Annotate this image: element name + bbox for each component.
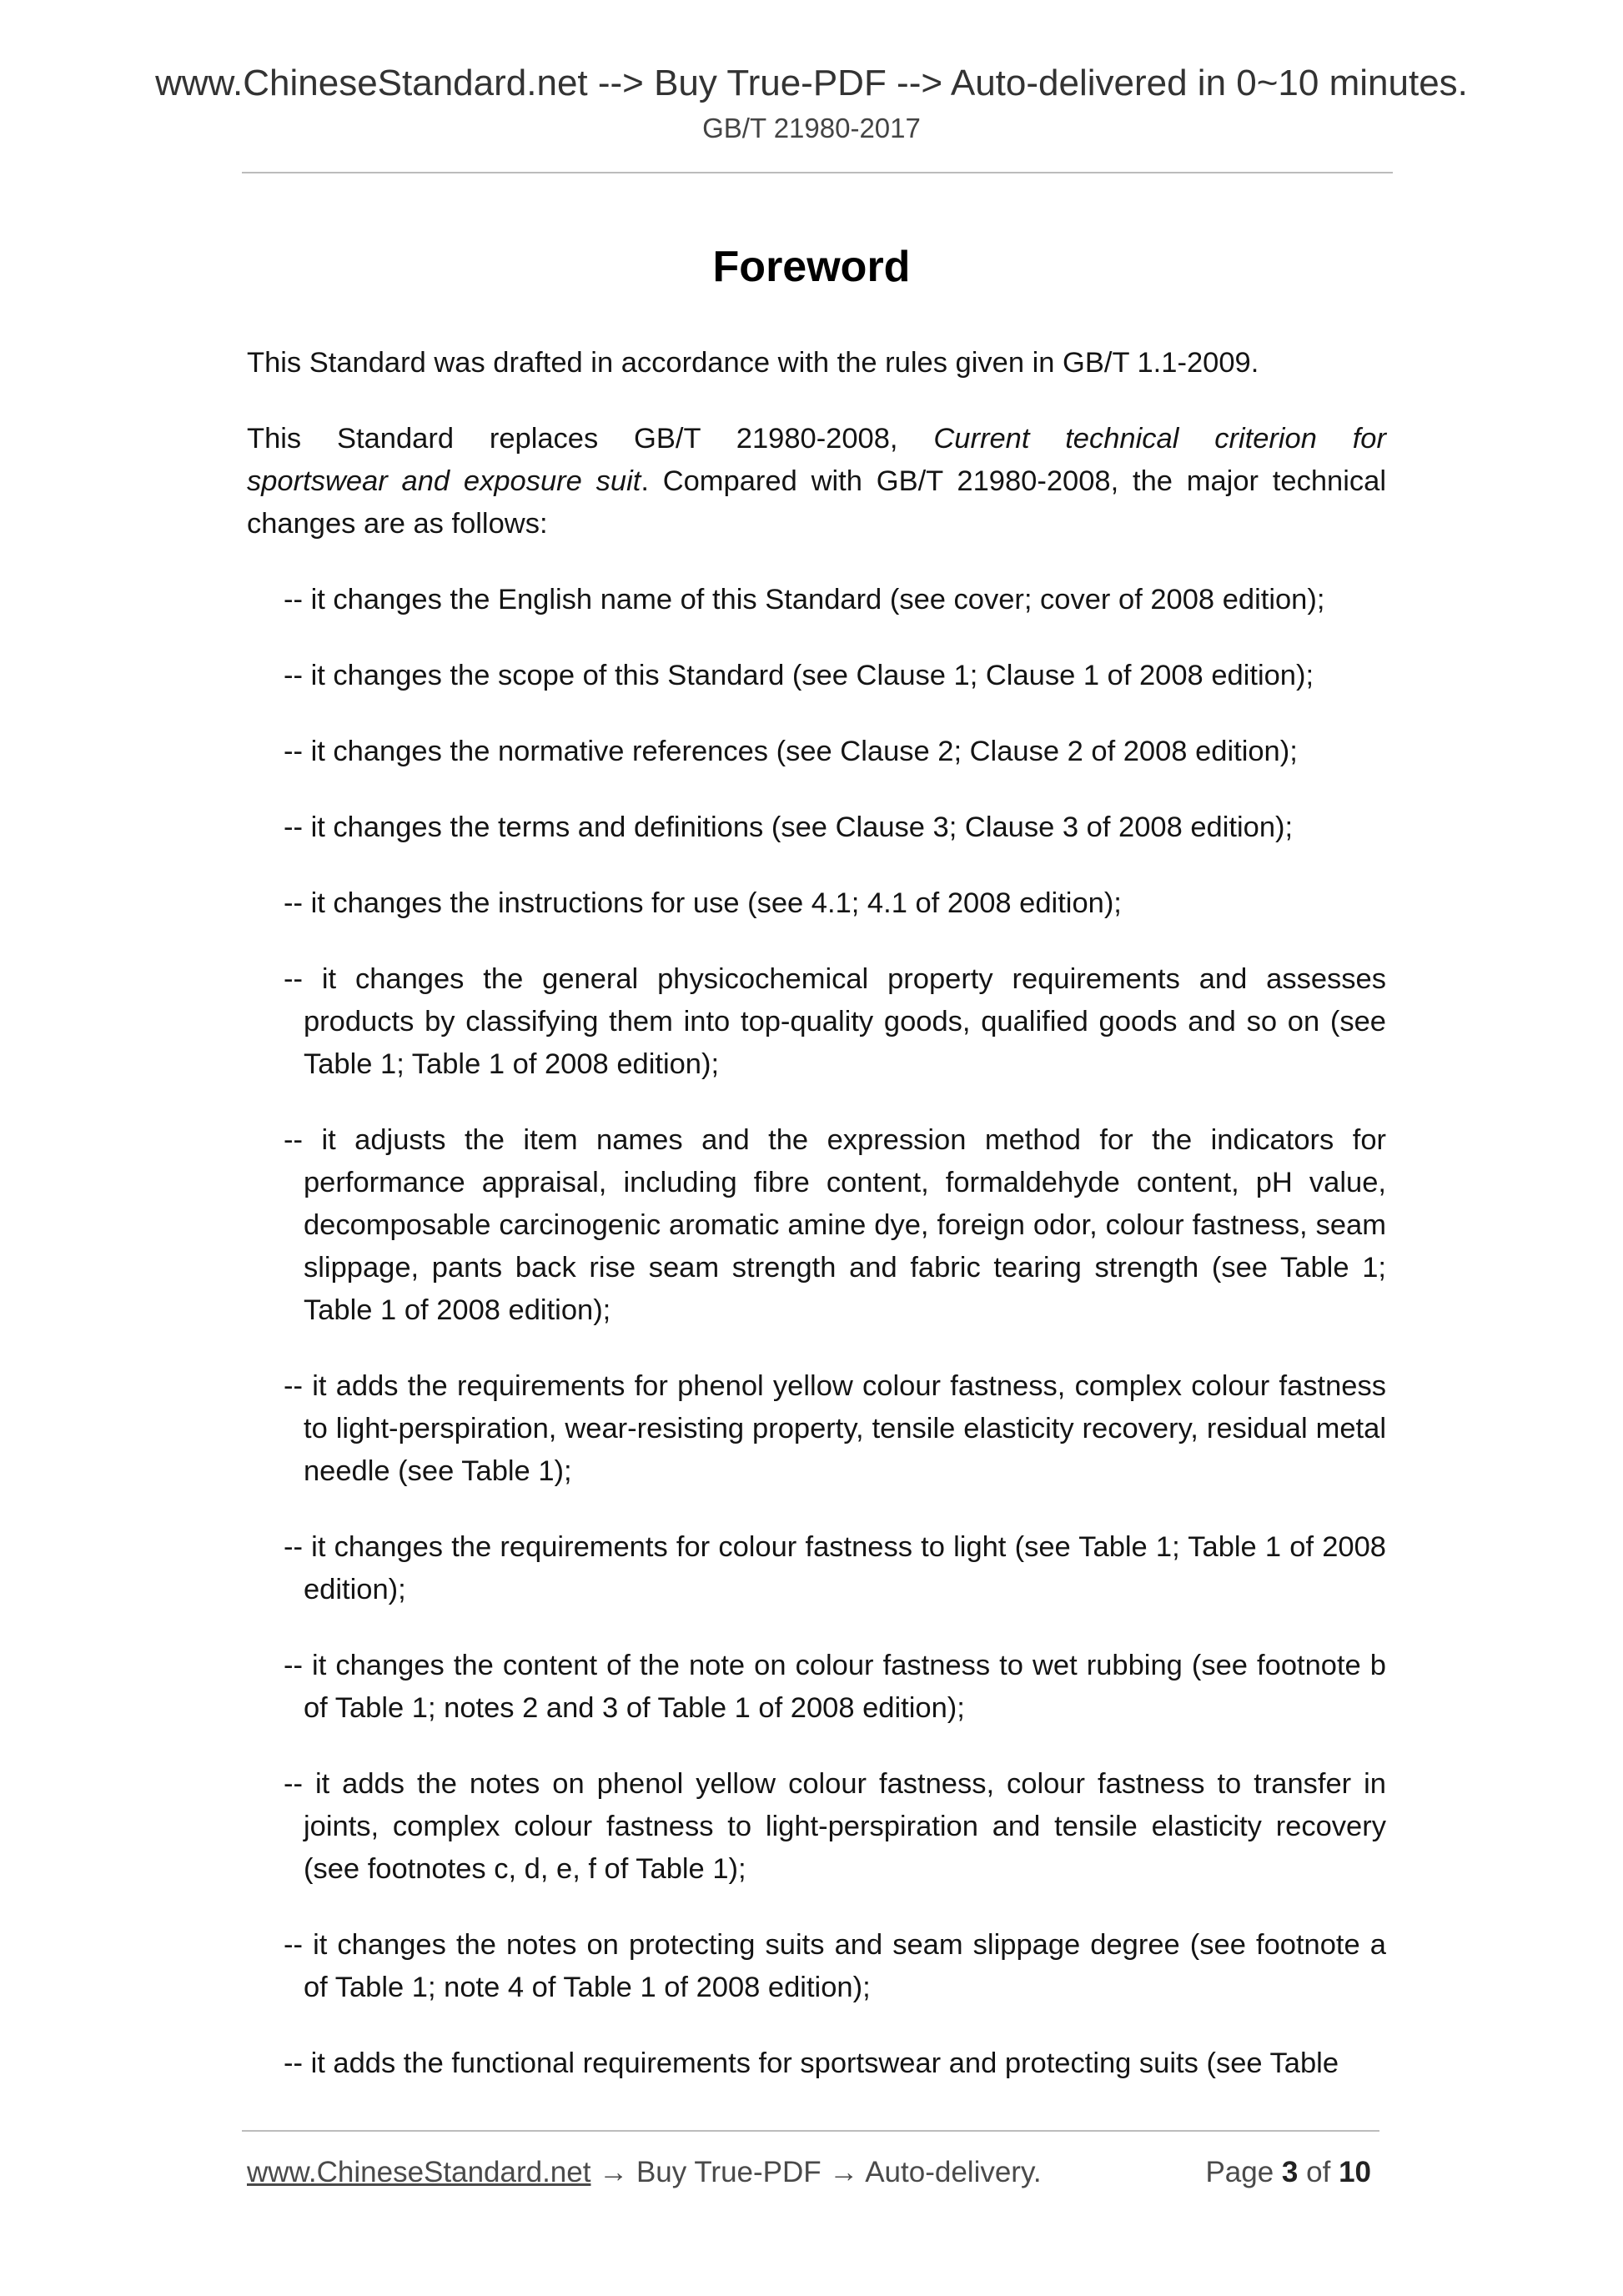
intro-paragraph-1: This Standard was drafted in accordance with the rules given in GB/T 1.1-2009. [247,347,1259,379]
document-body [247,342,1386,2118]
page-header [0,60,1623,147]
list-item: -- it changes the English name of this Standard (see cover; cover of 2008 edition); [284,584,1325,615]
list-item: -- it adjusts the item names and the expression method for the indicators for performance appraisal, including fibre content, formaldehyde content, pH value, decomposable carcinogenic aromatic amine dye, foreign odor, colour fastness, seam slippage, pants back rise seam strength and fabric tearing strength (see Table 1; Table 1 of 2008 edition); [284,1124,1386,1326]
list-item: -- it changes the general physicochemical property requirements and assesses products by classifying them into top-quality goods, qualified goods and so on (see Table 1; Table 1 of 2008 edition); [284,963,1386,1080]
intro-line-1: This Standard replaces GB/T 21980-2008, Current technical criterion for [247,423,1386,455]
list-item: -- it changes the normative references (see Clause 2; Clause 2 of 2008 edition); [284,736,1298,767]
arrow-right-icon: → [829,2156,859,2188]
footer-site-link[interactable]: www.ChineseStandard.net [247,2156,591,2188]
header-divider [242,172,1393,173]
list-item: -- it changes the content of the note on colour fastness to wet rubbing (see footnote b of Table 1; notes 2 and 3 of Table 1 of 2008 edition); [284,1650,1386,1724]
footer-divider [242,2130,1379,2132]
list-item: -- it adds the requirements for phenol yellow colour fastness, complex colour fastness to light-perspiration, wear-resisting property, tensile elasticity recovery, residual metal needle (see Table 1); [284,1370,1386,1487]
page-footer [247,2148,1371,2198]
list-item: -- it changes the instructions for use (see 4.1; 4.1 of 2008 edition); [284,887,1122,919]
footer-promo: www.ChineseStandard.net → Buy True-PDF → Auto-delivery. [247,2156,1042,2188]
page-number: Page 3 of 10 [1205,2156,1371,2188]
list-item: -- it changes the scope of this Standard (see Clause 1; Clause 1 of 2008 edition); [284,660,1314,691]
list-item: -- it changes the terms and definitions (see Clause 3; Clause 3 of 2008 edition); [284,811,1294,843]
list-item: -- it adds the notes on phenol yellow colour fastness, colour fastness to transfer in joints, complex colour fastness to light-perspiration and tensile elasticity recovery (see footnotes c, d, e, f of Table 1); [284,1768,1386,1885]
replaced-standard-title: sportswear and exposure suit [247,465,641,497]
list-item: -- it changes the requirements for colour fastness to light (see Table 1; Table 1 of 2008 edition); [284,1531,1386,1605]
list-item: -- it changes the notes on protecting suits and seam slippage degree (see footnote a of Table 1; note 4 of Table 1 of 2008 edition); [284,1929,1386,2003]
page-title: Foreword [712,243,911,291]
list-item: -- it adds the functional requirements for sportswear and protecting suits (see Table [284,2047,1339,2079]
header-banner: www.ChineseStandard.net --> Buy True-PDF --> Auto-delivered in 0~10 minutes. [155,63,1468,103]
changes-list [247,579,1386,2085]
intro-paragraph-2: This Standard replaces GB/T 21980-2008, Current technical criterion for sportswear and exposure suit. Compared with GB/T 21980-2008, the major technical changes are as follows: [247,418,1386,545]
arrow-right-icon: → [599,2156,629,2188]
standard-number: GB/T 21980-2017 [702,113,921,143]
